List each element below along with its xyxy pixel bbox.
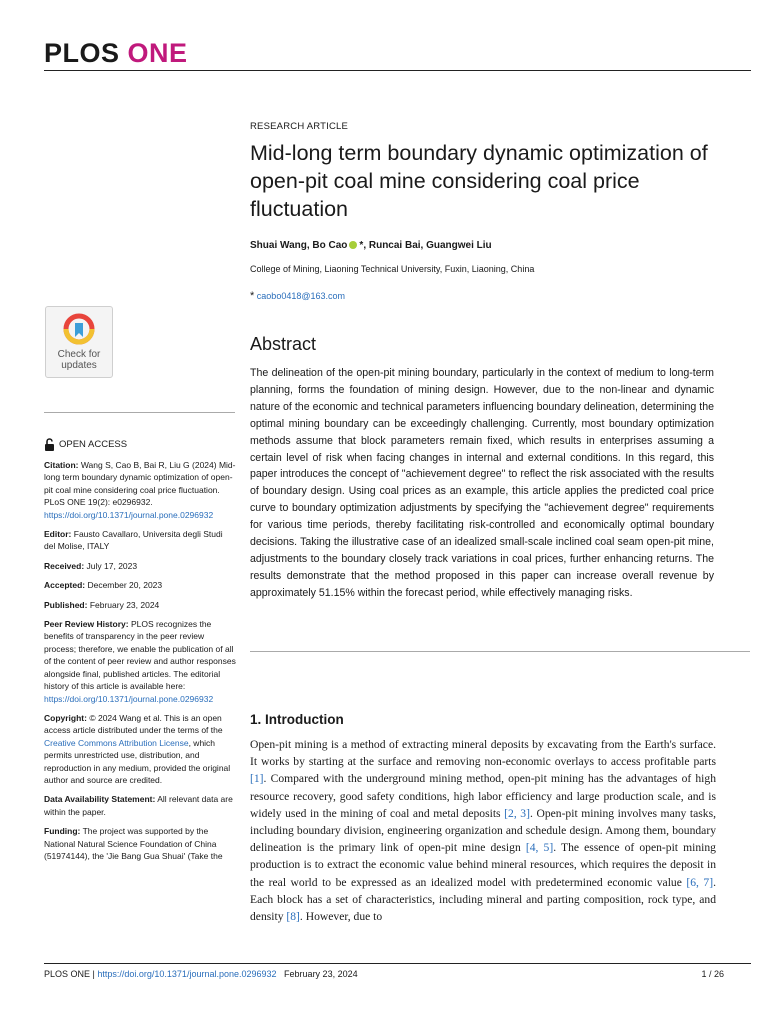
authors-part-2: *, Runcai Bai, Guangwei Liu: [359, 240, 492, 251]
peer-review: [44, 618, 236, 705]
badge-line-1: Check for: [57, 349, 101, 360]
copyright-text-a: © 2024 Wang et al. This is an open access article distributed under the terms of the: [44, 712, 223, 736]
footer-divider: [44, 963, 751, 964]
open-lock-icon: [44, 438, 55, 451]
journal-logo[interactable]: [44, 38, 188, 69]
data-availability-text: All relevant data are within the paper.: [44, 794, 233, 817]
funding-text: The project was supported by the National Natural Science Foundation of China (51974144), the 'Jie Bang Gua Shuai' (Take the: [44, 826, 223, 861]
editor-label: Editor:: [44, 529, 72, 540]
accepted-label: Accepted:: [44, 580, 86, 591]
citation-link[interactable]: [2, 3]: [504, 806, 530, 820]
abstract-heading: Abstract: [250, 334, 317, 354]
check-for-updates-badge[interactable]: [45, 306, 113, 378]
page-footer: [44, 969, 358, 979]
copyright-label: Copyright:: [44, 712, 87, 723]
citation-link[interactable]: [8]: [286, 910, 300, 924]
corresponding-email: [250, 290, 345, 302]
affiliation: College of Mining, Liaoning Technical University, Fuxin, Liaoning, China: [250, 264, 535, 274]
open-access-label: [44, 438, 127, 451]
peer-review-link[interactable]: https://doi.org/10.1371/journal.pone.0296932: [44, 693, 214, 704]
citation-link[interactable]: [1]: [250, 772, 264, 786]
data-availability-label: Data Availability Statement:: [44, 794, 156, 805]
editor-text: Fausto Cavallaro, Universita degli Studi del Molise, ITALY: [44, 529, 223, 552]
copyright-text-b: , which permits unrestricted use, distribution, and reproduction in any medium, provided the original author and source are credited.: [44, 737, 231, 785]
intro-part-3: . Open-pit mining involves many tasks, including boundary division, engineering organization and schedule design. Among them, boundary delineation is the primary link of open-pit mine design: [250, 806, 716, 855]
sidebar-divider: [44, 412, 235, 413]
copyright: [44, 712, 236, 786]
license-link[interactable]: Creative Commons Attribution License: [44, 737, 189, 748]
data-availability: [44, 793, 236, 818]
footer-journal: PLOS ONE |: [44, 969, 95, 979]
published: [44, 599, 236, 611]
badge-line-2: updates: [61, 360, 97, 371]
funding: [44, 825, 236, 862]
editor: [44, 528, 236, 553]
published-date: February 23, 2024: [89, 599, 160, 610]
article-info-sidebar: [44, 459, 236, 869]
accepted-date: December 20, 2023: [87, 580, 163, 591]
authors-part-1: Shuai Wang, Bo Cao: [250, 240, 348, 251]
logo-one: ONE: [127, 38, 188, 68]
badge-label: [46, 349, 112, 371]
received-date: July 17, 2023: [86, 560, 138, 571]
crossmark-icon: [63, 313, 95, 345]
received-label: Received:: [44, 560, 85, 571]
citation-link[interactable]: [4, 5]: [525, 841, 554, 855]
accepted: [44, 579, 236, 591]
article-type: RESEARCH ARTICLE: [250, 121, 349, 132]
received: [44, 560, 236, 572]
peer-review-label: Peer Review History:: [44, 619, 129, 630]
intro-part-6: . However, due to: [299, 910, 383, 924]
intro-part-2: . Compared with the underground mining method, open-pit mining has the advantages of high resource recovery, good safety conditions, high labor efficiency and large production scale, and is widely used in the mining of coal and metal deposits: [250, 772, 716, 820]
abstract-text: The delineation of the open-pit mining boundary, particularly in the context of medium to long-term planning, forms the foundation of mining design. However, due to the non-linear and dynamic nature of the economic and technical parameters influencing boundary delineation, determining the optimal mining boundary can be exceedingly challenging. Currently, most boundary optimization methods assume that block parameters remain fixed, which results in enterprises assuming a certain level of risk when facing changes in internal and external conditions. In this regard, this paper introduces the concept of "achievement degree" to reflect the risk associated with the results of boundary design. Using coal prices as an example, this article applies the predicted coal price curve to boundary optimization adjustments by specifying the "achievement degree" requirements for various time periods, thereby facilitating risk-controlled and economically optimal boundary decisions. Taking the illustrative case of an idealized small-scale inclined coal seam open-pit mine, adjustments to the boundary closely track variations in coal prices, further enhancing returns. The results demonstrate that the method proposed in this paper can increase overall revenue by approximately 51.15% within the forecast period, while effectively managing risks.: [250, 367, 714, 599]
published-label: Published:: [44, 599, 88, 610]
page-number: 1 / 26: [701, 969, 724, 979]
intro-part-1: Open-pit mining is a method of extracting mineral deposits by excavating from the Earth's surface. It works by starting at the surface and removing non-economic overlays to access profitable parts: [250, 738, 716, 769]
logo-plos: PLOS: [44, 38, 120, 68]
introduction-text: [250, 736, 716, 925]
introduction-heading: 1. Introduction: [250, 712, 344, 727]
footer-date: February 23, 2024: [284, 969, 358, 979]
citation-label: Citation:: [44, 460, 79, 470]
author-list: [250, 240, 492, 251]
intro-part-5: . Each block has a set of characteristics, including mineral and parting composition, rock type, and density: [250, 875, 716, 924]
peer-review-text: PLOS recognizes the benefits of transparency in the peer review process; therefore, we enable the publication of all of the content of peer review and author responses alongside final, published articles. The editorial history of this article is available here:: [44, 619, 236, 692]
article-title: Mid-long term boundary dynamic optimization of open-pit coal mine considering coal price fluctuation: [250, 141, 708, 221]
citation-link[interactable]: [6, 7]: [686, 875, 714, 889]
citation-doi-link[interactable]: https://doi.org/10.1371/journal.pone.0296932: [44, 509, 214, 520]
footer-doi-link[interactable]: https://doi.org/10.1371/journal.pone.0296932: [97, 969, 277, 979]
citation-text: Wang S, Cao B, Bai R, Liu G (2024) Mid-long term boundary dynamic optimization of open-pit coal mine considering coal price fluctuation. PLoS ONE 19(2): e0296932.: [44, 460, 236, 508]
intro-part-4: . The essence of open-pit mining production is to extract the economic value behind mineral resources, which requires the deposit in the real world to be expressed as an idealized model with predetermined economic value: [250, 841, 716, 889]
header-divider: [44, 70, 751, 71]
funding-label: Funding:: [44, 826, 81, 837]
orcid-icon[interactable]: [349, 241, 357, 249]
email-link[interactable]: caobo0418@163.com: [256, 291, 345, 301]
citation: [44, 459, 236, 521]
abstract-divider: [250, 651, 750, 652]
open-access-text: OPEN ACCESS: [59, 439, 128, 450]
corresponding-mark: *: [250, 290, 255, 302]
